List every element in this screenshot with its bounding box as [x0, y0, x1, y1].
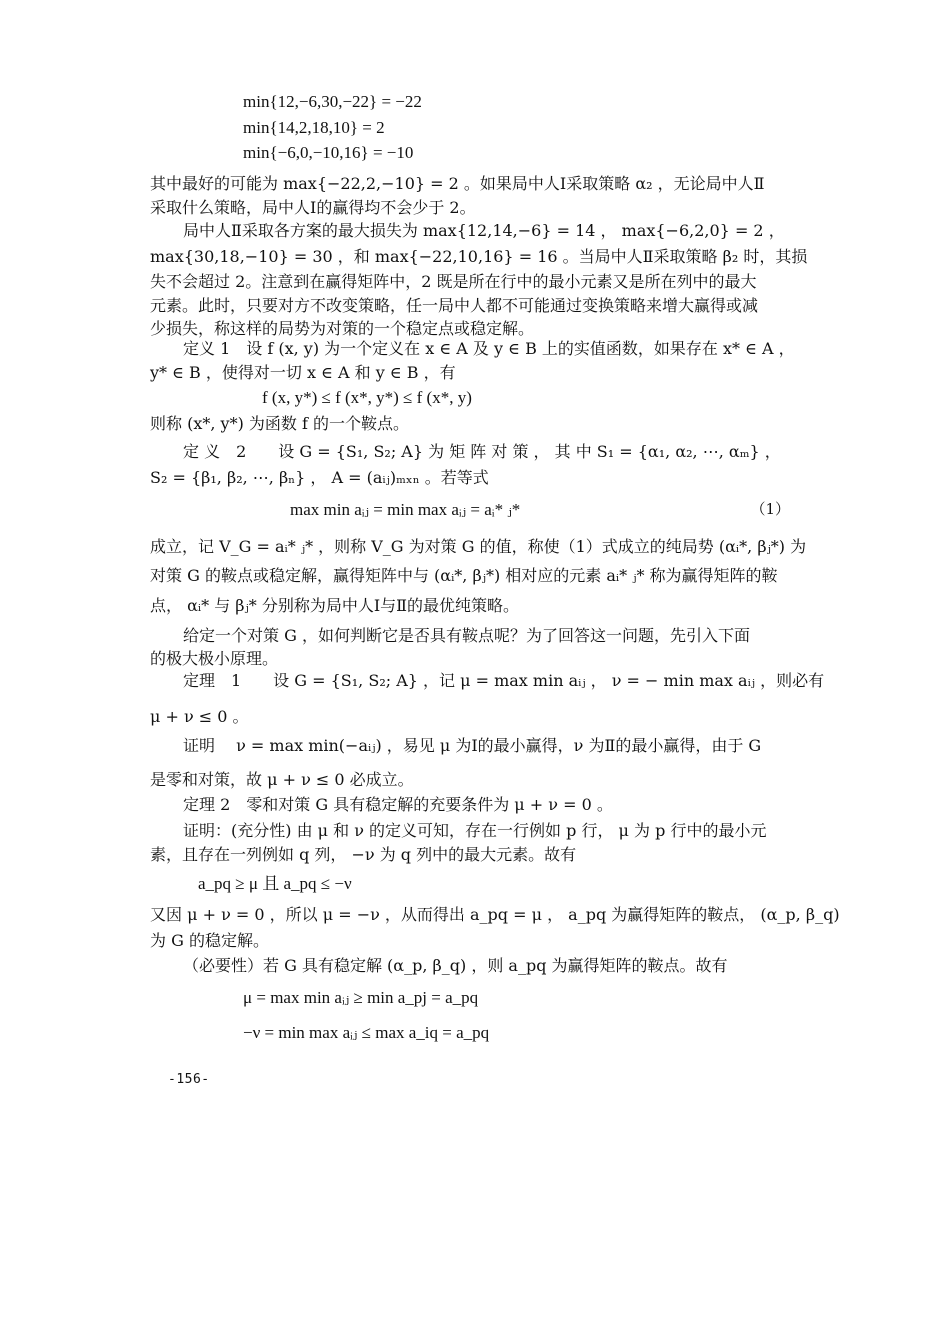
- text-line: 成立，记 V_G = aᵢ* ⱼ* ，则称 V_G 为对策 G 的值，称使（1）式成立的纯局势 (αᵢ*, βⱼ*) 为: [150, 537, 807, 556]
- text-line: 点， αᵢ* 与 βⱼ* 分别称为局中人Ⅰ与Ⅱ的最优纯策略。: [150, 596, 520, 615]
- definition-2-heading: 定 义 2 设 G = {S₁, S₂; A} 为 矩 阵 对 策 ， 其 中 S₁ = {α₁, α₂, ⋯, αₘ} ，: [183, 442, 781, 461]
- equation-line: f (x, y*) ≤ f (x*, y*) ≤ f (x*, y): [262, 388, 472, 407]
- text-line: 对策 G 的鞍点或稳定解，赢得矩阵中与 (αᵢ*, βⱼ*) 相对应的元素 aᵢ* ⱼ* 称为赢得矩阵的鞍: [150, 566, 778, 585]
- equation-line: max min aᵢⱼ = min max aᵢⱼ = aᵢ* ⱼ*: [290, 500, 521, 519]
- proof-line: 证明：(充分性) 由 μ 和 ν 的定义可知，存在一行例如 p 行， μ 为 p 行中的最小元: [183, 821, 767, 840]
- text-line: μ + ν ≤ 0 。: [150, 707, 249, 726]
- equation-line: min{14,2,18,10} = 2: [243, 118, 385, 137]
- text-line: 元素。此时，只要对方不改变策略，任一局中人都不可能通过变换策略来增大赢得或减: [150, 296, 759, 315]
- page-number: -156-: [168, 1072, 210, 1087]
- text-line: S₂ = {β₁, β₂, ⋯, βₙ} ， A = (aᵢⱼ)ₘₓₙ 。若等式: [150, 468, 489, 487]
- text-line: 给定一个对策 G ，如何判断它是否具有鞍点呢？为了回答这一问题，先引入下面: [183, 626, 750, 645]
- text-line: 则称 (x*, y*) 为函数 f 的一个鞍点。: [150, 414, 409, 433]
- text-line: 是零和对策，故 μ + ν ≤ 0 必成立。: [150, 770, 414, 789]
- equation-line: μ = max min aᵢⱼ ≥ min a_pj = a_pq: [243, 988, 479, 1007]
- text-line: （必要性）若 G 具有稳定解 (α_p, β_q) ，则 a_pq 为赢得矩阵的鞍点。故有: [183, 956, 728, 975]
- proof-line: 证明 ν = max min(−aᵢⱼ) ，易见 μ 为Ⅰ的最小赢得，ν 为Ⅱ的最小赢得，由于 G: [183, 736, 762, 755]
- text-line: 的极大极小原理。: [150, 649, 279, 668]
- definition-1-heading: 定义 1 设 f (x, y) 为一个定义在 x ∈ A 及 y ∈ B 上的实值函数，如果存在 x* ∈ A ，: [183, 339, 795, 358]
- equation-number: （1）: [750, 500, 790, 518]
- theorem-1-heading: 定理 1 设 G = {S₁, S₂; A} ，记 μ = max min aᵢⱼ ， ν = − min max aᵢⱼ ，则必有: [183, 671, 825, 690]
- text-line: 其中最好的可能为 max{−22,2,−10} = 2 。如果局中人Ⅰ采取策略 α₂ ，无论局中人Ⅱ: [150, 174, 765, 193]
- text-line: 失不会超过 2。注意到在赢得矩阵中，2 既是所在行中的最小元素又是所在列中的最大: [150, 272, 757, 291]
- text-line: max{30,18,−10} = 30 ，和 max{−22,10,16} = 16 。当局中人Ⅱ采取策略 β₂ 时，其损: [150, 247, 808, 266]
- text-line: 局中人Ⅱ采取各方案的最大损失为 max{12,14,−6} = 14 ， max{−6,2,0} = 2 ，: [183, 221, 785, 240]
- text-line: 采取什么策略，局中人Ⅰ的赢得均不会少于 2。: [150, 198, 476, 217]
- theorem-2-heading: 定理 2 零和对策 G 具有稳定解的充要条件为 μ + ν = 0 。: [183, 795, 613, 814]
- text-line: y* ∈ B ，使得对一切 x ∈ A 和 y ∈ B ，有: [150, 363, 456, 382]
- equation-line: a_pq ≥ μ 且 a_pq ≤ −ν: [198, 874, 352, 893]
- equation-line: min{−6,0,−10,16} = −10: [243, 143, 414, 162]
- equation-line: −ν = min max aᵢⱼ ≤ max a_iq = a_pq: [243, 1023, 490, 1042]
- text-line: 又因 μ + ν = 0 ，所以 μ = −ν ，从而得出 a_pq = μ ， a_pq 为赢得矩阵的鞍点， (α_p, β_q): [150, 905, 840, 924]
- text-line: 少损失，称这样的局势为对策的一个稳定点或稳定解。: [150, 319, 535, 338]
- equation-line: min{12,−6,30,−22} = −22: [243, 92, 422, 111]
- text-line: 为 G 的稳定解。: [150, 931, 269, 950]
- text-line: 素，且存在一列例如 q 列， −ν 为 q 列中的最大元素。故有: [150, 845, 577, 864]
